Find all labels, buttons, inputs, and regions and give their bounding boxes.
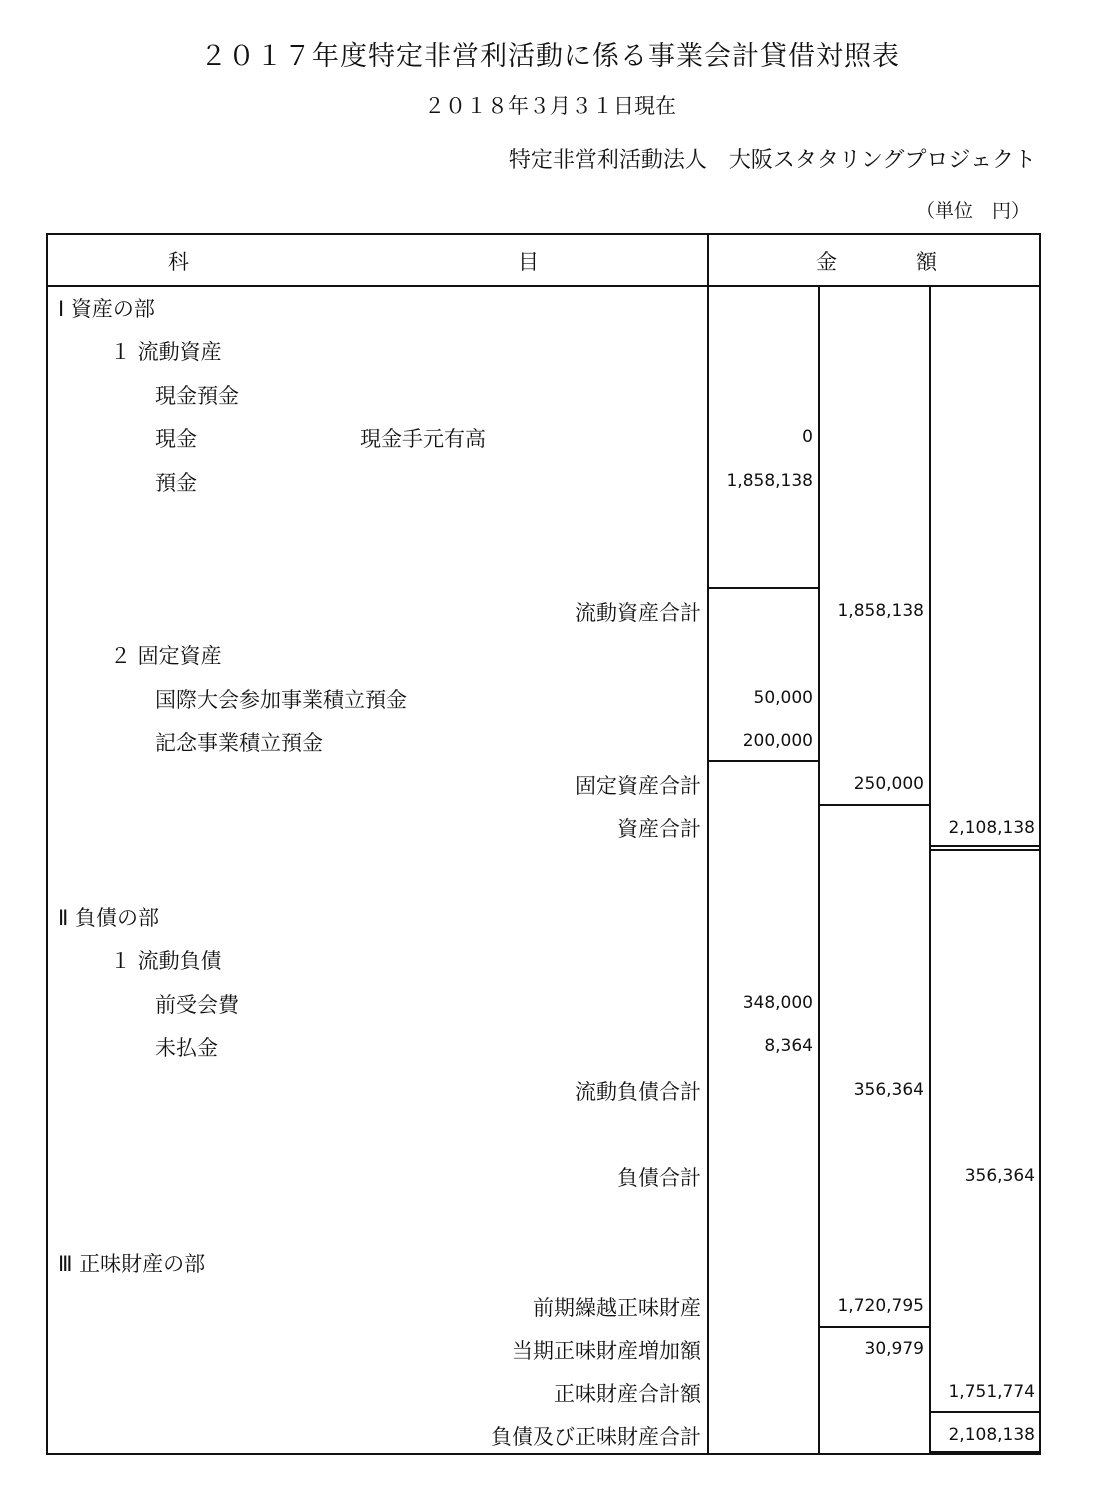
value-fixed-assets-total: 250,000 (853, 774, 924, 794)
label-current-liabilities-total: 流動負債合計 (575, 1080, 701, 1104)
rule-asset-total-2 (930, 849, 1041, 851)
table-header-row (48, 235, 1039, 287)
document-title: ２０１７年度特定非営利活動に係る事業会計貸借対照表 (200, 41, 900, 72)
value-prepaid-dues: 348,000 (742, 993, 813, 1013)
label-cash-deposits: 現金預金 (155, 384, 239, 408)
value-liabilities-and-net-assets-total: 2,108,138 (948, 1425, 1035, 1445)
label-prepaid-dues: 前受会費 (155, 993, 239, 1017)
label-liabilities-total: 負債合計 (617, 1166, 701, 1190)
value-net-assets-increase: 30,979 (864, 1339, 924, 1359)
heading-current-assets: １ 流動資産 (110, 340, 222, 364)
column-divider-1 (818, 285, 820, 1455)
label-accounts-payable: 未払金 (155, 1036, 218, 1060)
label-current-assets-total: 流動資産合計 (575, 601, 701, 625)
balance-sheet-table (46, 233, 1041, 1455)
value-prior-net-assets: 1,720,795 (837, 1296, 924, 1316)
header-subject-1: 科 (168, 250, 189, 274)
header-amount-1: 金 (816, 250, 837, 274)
label-assets-total: 資産合計 (617, 817, 701, 841)
value-deposit: 1,858,138 (726, 471, 813, 491)
value-current-liabilities-total: 356,364 (853, 1080, 924, 1100)
rule-grand-total (930, 1411, 1041, 1413)
rule-net-increase (819, 1326, 929, 1328)
section-liabilities: Ⅱ 負債の部 (58, 906, 160, 930)
rule-grand-total-double (930, 1451, 1041, 1453)
rule-asset-subtotals (819, 804, 929, 806)
rule-asset-total-1 (930, 845, 1041, 847)
report-date: ２０１８年３月３１日現在 (424, 94, 676, 118)
label-intl-convention-reserve: 国際大会参加事業積立預金 (155, 688, 407, 712)
section-net-assets: Ⅲ 正味財産の部 (58, 1252, 206, 1276)
rule-fixed-assets (708, 760, 818, 762)
organization-name: 特定非営利活動法人 大阪スタタリングプロジェクト (508, 148, 1036, 173)
label-deposit: 預金 (155, 471, 197, 495)
value-current-assets-total: 1,858,138 (837, 601, 924, 621)
value-liabilities-total: 356,364 (964, 1166, 1035, 1186)
label-cash: 現金 (155, 427, 197, 451)
heading-fixed-assets: ２ 固定資産 (110, 644, 222, 668)
section-assets: Ⅰ 資産の部 (58, 297, 155, 321)
value-cash: 0 (802, 427, 813, 447)
label-memorial-reserve: 記念事業積立預金 (155, 731, 323, 755)
label-net-assets-total: 正味財産合計額 (554, 1382, 701, 1406)
value-intl-convention-reserve: 50,000 (753, 688, 813, 708)
label-net-assets-increase: 当期正味財産増加額 (512, 1339, 701, 1363)
value-accounts-payable: 8,364 (764, 1036, 813, 1056)
note-cash-on-hand: 現金手元有高 (360, 427, 486, 451)
heading-current-liabilities: １ 流動負債 (110, 949, 222, 973)
value-assets-total: 2,108,138 (948, 818, 1035, 838)
label-liabilities-and-net-assets-total: 負債及び正味財産合計 (491, 1425, 701, 1449)
currency-unit: （単位 円） (915, 200, 1030, 222)
value-net-assets-total: 1,751,774 (948, 1382, 1035, 1402)
column-divider-2 (929, 285, 931, 1455)
header-subject-2: 目 (518, 250, 539, 274)
value-memorial-reserve: 200,000 (742, 731, 813, 751)
column-divider-subject (707, 235, 709, 1455)
label-fixed-assets-total: 固定資産合計 (575, 774, 701, 798)
header-amount-2: 額 (916, 250, 937, 274)
label-prior-net-assets: 前期繰越正味財産 (533, 1296, 701, 1320)
rule-current-assets (708, 587, 818, 589)
